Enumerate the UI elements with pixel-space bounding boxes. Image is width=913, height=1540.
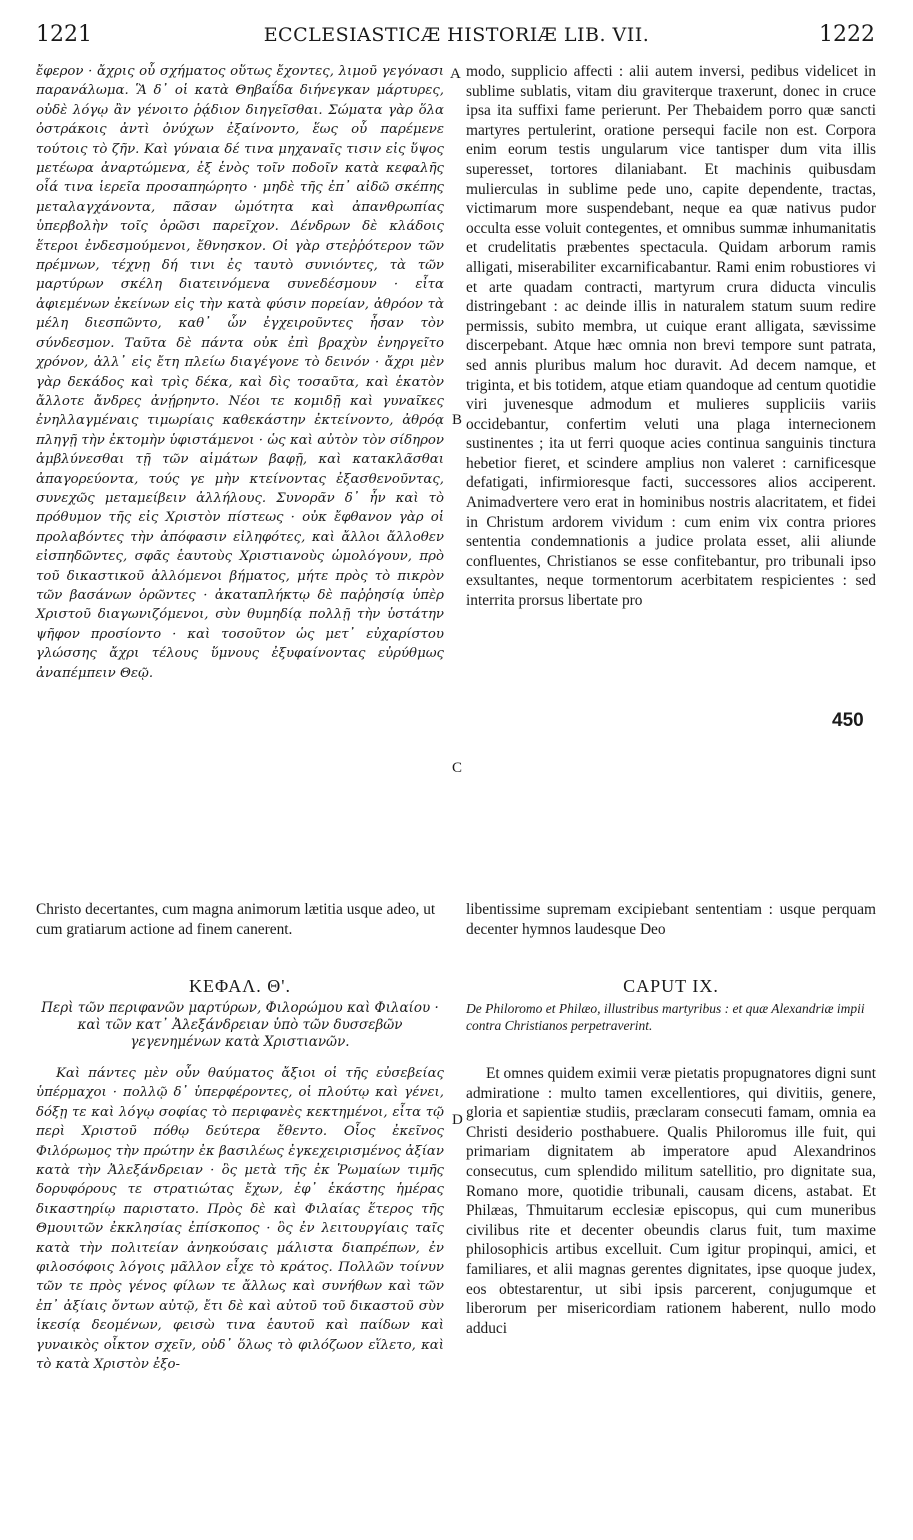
- greek-paragraph-upper: ἔφερον · ἄχρις οὗ σχήματος οὕτως ἔχοντες, λιμοῦ γεγόνασι παρανάλωμα. Ἃ δ᾽ οἱ κατὰ Θηβαΐδα διήνεγκαν μάρτυρες, οὐδὲ λόγῳ ἂν γένοιτο ῥᾴδιον διηγεῖσθαι. Σώματα γὰρ ὅλα ὀστράκοις ἀντὶ ὀνύχων ἐξαίνοντο, ἕως οὗ παρέμενε τούτοις τὸ ζῆν. Καὶ γύναια δέ τινα μηχαναῖς τισιν εἰς ὕψος μετέωρα ἀναρτώμενα, ἐξ ἑνὸς τοῖν ποδοῖν κατὰ κεφαλῆς οἷά τινα ἱερεῖα προσαπηώρητο · μηδὲ τῆς ἐπ᾽ αἰδῶ σκέπης μεταλαγχάνοντα, πᾶσαν ὠμότητα καὶ ἀπανθρωπίας ὑπερβολὴν τοῖς ὁρῶσι παρεῖχον. Δένδρων δὲ κλάδοις ἕτεροι ἐνδεσμούμενοι, ἔθνησκον. Οἱ γὰρ στεῤῥότερον τῶν πρέμνων, τέχνῃ δή τινι ἐς ταυτὸ συνιόντες, τὰ τῶν μαρτύρων σκέλη διατεινόμενα συνεδέσμουν · εἶτα ἀφιεμένων ἐκείνων εἰς τὴν κατὰ φύσιν πορείαν, ἀθρόον τὰ μέλη διεσπῶντο, καθ᾽ ὧν ἐγχειροῦντες ἦσαν τὸν σύνδεσμον. Ταῦτα δὲ πάντα οὐκ ἐπὶ βραχὺν ἐνηργεῖτο χρόνον, ἀλλ᾽ εἰς ἔτη πλείω διαγέγονε τὸ δεινόν · ἄχρι μὲν γὰρ δεκάδος καὶ τρὶς δέκα, καὶ δὶς τοσαῦτα, καὶ ἑκατὸν ἄλλοτε ἄνδρες ἀνῄρηντο. Νέοι τε κομιδῇ καὶ γυναῖκες ἐνηλλαγμέναις τιμωρίαις καθεκάστην ἐκτείνοντο, ἀθρόᾳ πληγῇ τὴν ἐκτομὴν ὑφιστάμενοι · ὡς καὶ αὐτὸν τὸν σίδηρον ἀμβλύνεσθαι τῇ τῶν αἱμάτων βαφῇ, καὶ κατακλᾶσθαι ἀπαγορεύοντα, τούς γε μὴν κτείνοντας ἐξασθενοῦντας, συνεχῶς μεταμείβειν ἀλλήλους. Συνορᾶν δ᾽ ἦν καὶ τὸ πρόθυμον τῆς εἰς Χριστὸν πίστεως · οὐκ ἔφθανον γὰρ οἱ προλαβόντες τὴν ἀπόφασιν εἰληφότες, καὶ ἄλλοι ἄλλοθεν εἰσπηδῶντες, σφᾶς ἑαυτοὺς Χριστιανοὺς ὡμολόγουν, πρὸ τοῦ δικαστικοῦ ἁλλόμενοι βήματος, μήτε πρὸς τὸ πικρὸν τῶν βασάνων ὁρῶντες · ἀκαταπλήκτῳ δὲ παῤῥησίᾳ ὑπὲρ Χριστοῦ διαγωνιζόμενοι, σὺν θυμηδίᾳ πολλῇ τὴν ὑστάτην ψῆφον προσίοντο · καὶ τοσοῦτον ὡς μετ᾽ εὐχαρίστου γλώσσης ἄχρι τέλους ὕμνους ἐξυφαίνοντας εὐρύθμως ἀναπέμπειν Θεῷ.: [36, 64, 444, 681]
- section-marker-b: B: [452, 412, 463, 428]
- section-marker-d: D: [452, 1112, 463, 1128]
- right-page-number: 1222: [819, 22, 875, 47]
- section-marker-c: C: [452, 760, 463, 776]
- greek-chapter-heading: ΚΕΦΑΛ. Θ'.: [188, 976, 292, 996]
- latin-continuation-right: libentissime supremam excipiebant sententiam : usque perquam decenter hymnos laudesque Deo: [466, 901, 876, 938]
- greek-text-upper: [36, 62, 444, 683]
- latin-chapter-heading: CAPUT IX.: [623, 976, 719, 996]
- greek-paragraph-lower: Καὶ πάντες μὲν οὖν θαύματος ἄξιοι οἱ τῆς εὐσεβείας ὑπέρμαχοι · πολλῷ δ᾽ ὑπερφέροντες, οἱ πλούτῳ καὶ γένει, δόξῃ τε καὶ λόγῳ σοφίας τὸ περιφανὲς κεκτημένοι, εἶτα τῷ περὶ Χριστοῦ πόθῳ δεύτερα ἔθεντο. Οἷος ἐκεῖνος Φιλόρωμος τὴν πρώτην ἐκ βασιλέως ἐγκεχειρισμένος ἀξίαν κατὰ τὴν Ἀλεξάνδρειαν · ὃς μετὰ τῆς ἐκ Ῥωμαίων τιμῆς δορυφόρους τε στρατιώτας ἔχων, ἐφ᾽ ἑκάστης ἡμέρας δικαστηρίῳ παριστατο. Πρὸς δὲ καὶ Φιλαίας ἕτερος τῆς Θμουιτῶν ἐκκλησίας ἐπίσκοπος · ὃς ἐν λειτουργίαις ταῖς κατὰ τὴν πολιτείαν ἀνηκούσαις μάλιστα διαπρέπων, ἐν φιλοσόφοις λόγοις μᾶλλον εἶχε τὸ κράτος. Πολλῶν τοίνυν τῶν τε πρὸς γένος φίλων τε ἄλλως καὶ συνήθων καὶ τῶν ἐπ᾽ ἀξίαις ὄντων αὐτῷ, ἔτι δὲ καὶ αὐτοῦ τοῦ δικαστοῦ σὺν ἱκεσίᾳ δεομένων, φεισὼ τινα ἑαυτοῦ καὶ παίδων καὶ γυναικὸς οἶκτον σχεῖν, οὐδ᾽ ὅλως τὸ φιλόζωον εἵλετο, καὶ τὸ κατὰ Χριστὸν ἐξο-: [36, 1066, 444, 1373]
- latin-paragraph-lower: Et omnes quidem eximii veræ pietatis propugnatores digni sunt admiratione : multo tamen excellentiores, qui divitiis, genere, gloria et sapientiæ studiis, præclaram consecuti famam, omnia ea Christi desiderio posthabuere. Qualis Philoromus ille fuit, qui primariam dignitatem ab imperatore apud Alexandrinos consecutus, cum splendido militum satellitio, pro dignitate sua, Romano more, quotidie tribunali, causam dicens, astabat. Et Philæas, Thmuitarum ecclesiæ episcopus, qui cum muneribus civilibus rite et decenter obeundis clarus fuit, tum maxime philosophicis artibus excelluit. Cum igitur propinqui, amici, et familiares, et alii magnas gerentes dignitates, ipse quoque judex, eos obtestarentur, ut sibi ipsis parcerent, conjugumque et liberorum per misericordiam rationem haberent, nullo modo adduci: [466, 1065, 876, 1337]
- latin-continuation-left: Christo decertantes, cum magna animorum lætitia usque adeo, ut cum gratiarum actione ad finem canerent.: [36, 901, 436, 938]
- latin-chapter-subtitle: De Philoromo et Philæo, illustribus martyribus : et quæ Alexandriæ impii contra Christianos perpetraverint.: [466, 1001, 865, 1033]
- latin-text-lower: [466, 1064, 876, 1338]
- running-title: ECCLESIASTICÆ HISTORIÆ LIB. VII.: [263, 24, 650, 46]
- page-header: [0, 22, 913, 50]
- left-page-number: 1221: [36, 22, 92, 47]
- marginal-page-number: 450: [832, 710, 864, 731]
- latin-text-upper: [466, 62, 876, 611]
- section-marker-a: A: [450, 66, 461, 82]
- latin-paragraph-upper: modo, supplicio affecti : alii autem inversi, pedibus videlicet in sublime sublatis, vitam diu graviterque traxerunt, donec in cruce ipsa ita suffixi fame perierunt. Per Thebaidem porro quæ sancti martyres pertulerint, oratione persequi facile non est. Corpora enim eorum testis ungularum vice tantisper dum vita illis superesset, tortores dilaniabant. Et machinis quibusdam mulierculas in sublime pede uno, capite dependente, tractas, victimarum more suspendebant, neque ea quæ nativus pudor occulta esse voluit contegentes, et omnibus summæ inhumanitatis et crudelitatis præbentes spectacula. Quidam arborum ramis alligati, miserabiliter excarnificabantur. Rami enim robustiores vi et arte quadam contracti, martyrum crura diducta vinculis distringebant : ac deinde illis in naturalem statum suum redire permissis, subito membra, ut cuique erant alligata, sævissime discerpebant. Atque hæc omnia non brevi tempore sunt patrata, sed annis pluribus malum hoc duravit. Ad decem namque, et triginta, et bis totidem, atque etiam quandoque ad centum quotidie viri juvenesque admodum et mulieres suppliciis variis occidebantur, confertim veluti una plaga internecionem sustinentes ; ita ut ferri quoque acies continua sanguinis tinctura hebetior fieret, et scindere amplius non valeret : carnificesque defatigati, infirmioresque facti, successores alios acciperent. Animadvertere vero erat in hominibus nostris alacritatem, et fidei in Christum ardorem vividum : cum enim vix contra priores sententia condemnationis a judice prolata esset, alii aliunde confluentes, Christianos se esse confitebantur, pro tribunali ipso exsultantes, neque tormentorum acerbitatem respicientes : sed interrita prorsus libertate pro: [466, 63, 876, 610]
- greek-chapter-subtitle: Περὶ τῶν περιφανῶν μαρτύρων, Φιλορώμου καὶ Φιλαίου · καὶ τῶν κατ᾽ Ἀλεξάνδρειαν ὑπὸ τῶν δυσσεβῶν γεγενημένων κατὰ Χριστιανῶν.: [41, 1000, 439, 1050]
- greek-text-lower: [36, 1064, 444, 1375]
